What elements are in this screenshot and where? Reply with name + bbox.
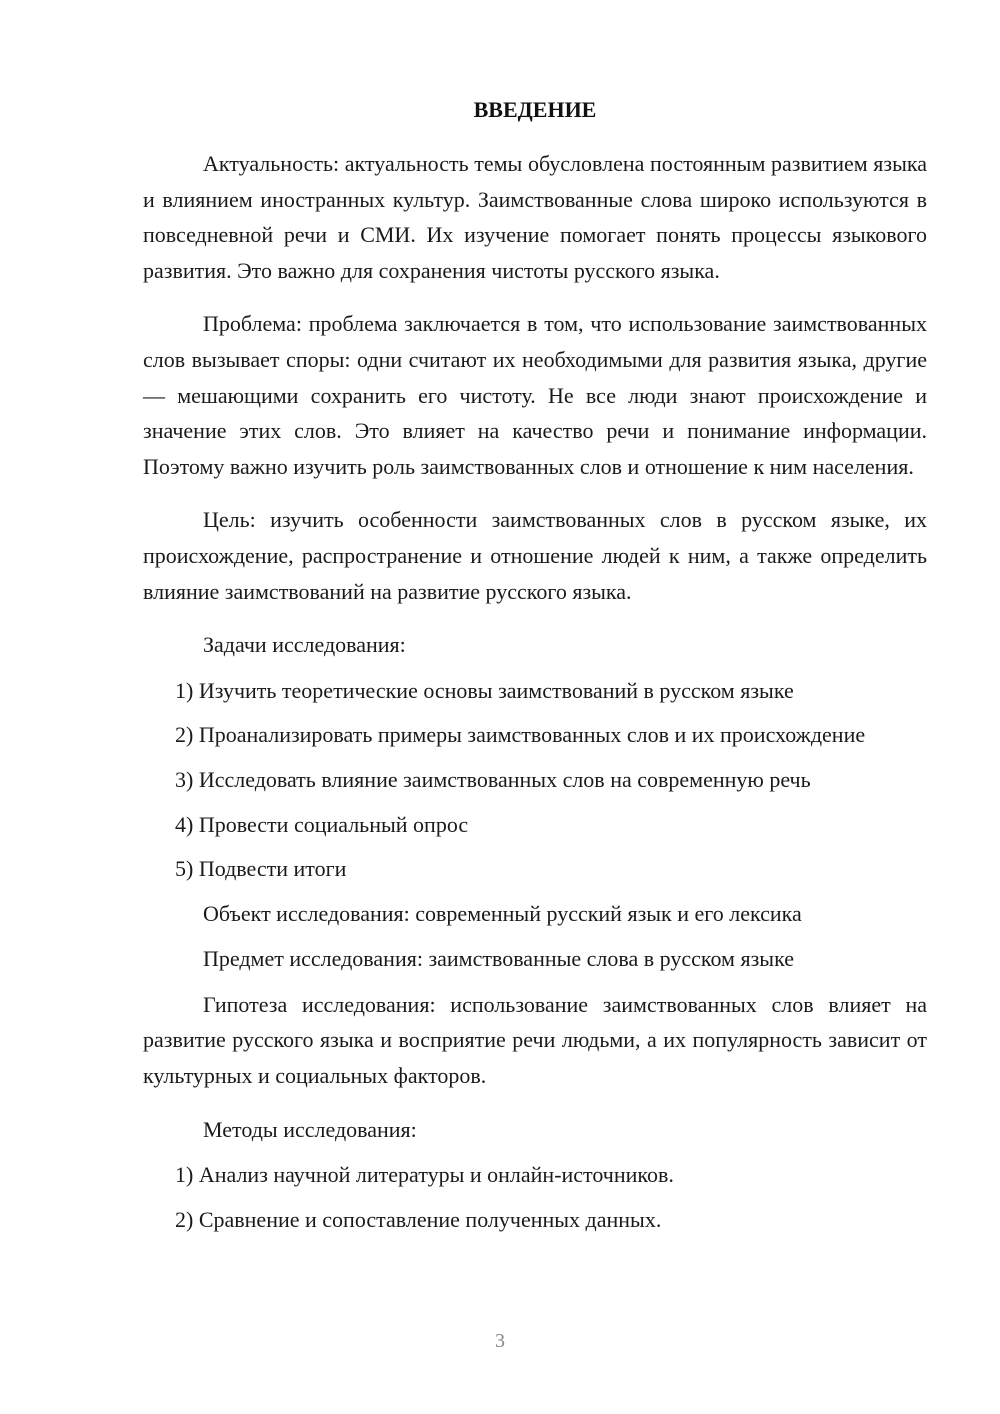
page-number: 3	[495, 1330, 505, 1352]
tasks-list	[143, 673, 927, 887]
page-title: ВВЕДЕНИЕ	[473, 97, 597, 122]
list-item: 2) Сравнение и сопоставление полученных данных.	[175, 1206, 662, 1232]
list-item: 4) Провести социальный опрос	[175, 811, 469, 837]
document-page	[143, 96, 927, 1246]
methods-heading: Методы исследования:	[203, 1116, 417, 1142]
list-item: 3) Исследовать влияние заимствованных слов на современную речь	[175, 766, 811, 792]
paragraph-object: Объект исследования: современный русский язык и его лексика	[203, 900, 802, 926]
list-item: 5) Подвести итоги	[175, 856, 347, 882]
tasks-heading: Задачи исследования:	[203, 632, 406, 658]
paragraph-goal: Цель: изучить особенности заимствованных слов в русском языке, их происхождение, распространение и отношение людей к ним, а также определить влияние заимствований на развитие русского языка.	[143, 507, 927, 604]
paragraph-subject: Предмет исследования: заимствованные слова в русском языке	[203, 946, 794, 972]
list-item: 2) Проанализировать примеры заимствованных слов и их происхождение	[175, 722, 866, 748]
paragraph-problem: Проблема: проблема заключается в том, что использование заимствованных слов вызывает споры: одни считают их необходимыми для развития языка, другие — мешающими сохранить его чистоту. Не все люди знают происхождение и значение этих слов. Это влияет на качество речи и понимание информации. Поэтому важно изучить роль заимствованных слов и отношение к ним населения.	[143, 311, 927, 479]
list-item: 1) Анализ научной литературы и онлайн-источников.	[175, 1162, 674, 1188]
paragraph-hypothesis: Гипотеза исследования: использование заимствованных слов влияет на развитие русского языка и восприятие речи людьми, а их популярность зависит от культурных и социальных факторов.	[143, 991, 927, 1089]
paragraph-relevance: Актуальность: актуальность темы обусловлена постоянным развитием языка и влиянием иностранных культур. Заимствованные слова широко используются в повседневной речи и СМИ. Их изучение помогает понять процессы языкового развития. Это важно для сохранения чистоты русского языка.	[143, 151, 927, 283]
list-item: 1) Изучить теоретические основы заимствований в русском языке	[175, 677, 794, 703]
methods-list	[143, 1157, 927, 1237]
